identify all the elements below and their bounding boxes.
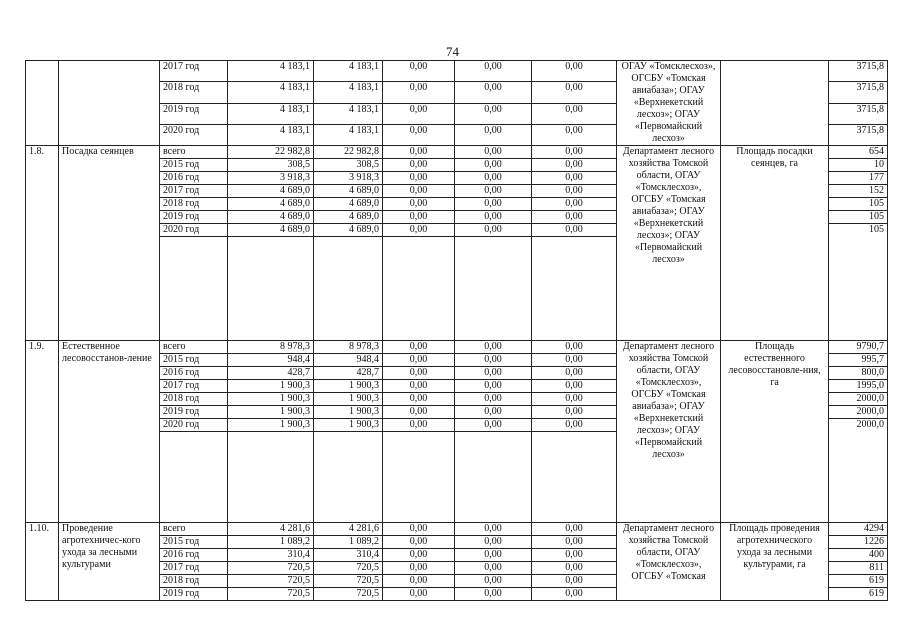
period-cell: 2017 год	[160, 380, 228, 393]
period-cell: 2020 год	[160, 419, 228, 432]
indicator-value-cell: 654	[829, 146, 888, 159]
amount-cell: 0,00	[383, 380, 455, 393]
indicator-value-cell: 105	[829, 211, 888, 224]
table-row	[26, 146, 888, 159]
amount-cell: 0,00	[455, 549, 532, 562]
amount-cell: 1 900,3	[228, 380, 314, 393]
amount-cell: 0,00	[455, 124, 532, 145]
indicator-value-cell: 177	[829, 172, 888, 185]
indicator-cell: Площадь посадки сеянцев, га	[721, 146, 829, 341]
amount-cell: 0,00	[383, 172, 455, 185]
amount-cell: 4 281,6	[314, 523, 383, 536]
amount-cell: 0,00	[532, 211, 617, 224]
amount-cell: 0,00	[532, 406, 617, 419]
amount-cell: 3 918,3	[314, 172, 383, 185]
amount-cell: 4 183,1	[228, 103, 314, 124]
amount-cell: 0,00	[455, 419, 532, 432]
indicator-value-cell: 619	[829, 588, 888, 601]
indicator-value-cell: 3715,8	[829, 82, 888, 103]
amount-cell: 0,00	[455, 380, 532, 393]
amount-cell: 0,00	[532, 575, 617, 588]
amount-cell: 0,00	[455, 575, 532, 588]
amount-cell: 1 900,3	[314, 380, 383, 393]
period-cell: 2017 год	[160, 185, 228, 198]
period-cell: 2016 год	[160, 367, 228, 380]
amount-cell: 1 900,3	[228, 406, 314, 419]
item-number	[26, 61, 59, 146]
amount-cell: 4 183,1	[314, 61, 383, 82]
amount-cell: 0,00	[455, 341, 532, 354]
blank-cell	[228, 432, 314, 523]
amount-cell: 8 978,3	[314, 341, 383, 354]
indicator-cell	[721, 61, 829, 146]
amount-cell: 0,00	[383, 82, 455, 103]
period-cell: 2020 год	[160, 224, 228, 237]
period-cell: 2018 год	[160, 82, 228, 103]
amount-cell: 0,00	[455, 562, 532, 575]
amount-cell: 0,00	[383, 103, 455, 124]
amount-cell: 0,00	[383, 549, 455, 562]
amount-cell: 0,00	[532, 159, 617, 172]
table-row	[26, 341, 888, 354]
amount-cell: 0,00	[532, 172, 617, 185]
amount-cell: 0,00	[455, 367, 532, 380]
amount-cell: 720,5	[314, 575, 383, 588]
amount-cell: 0,00	[383, 575, 455, 588]
table-row	[26, 61, 888, 82]
amount-cell: 0,00	[383, 211, 455, 224]
indicator-value-cell: 400	[829, 549, 888, 562]
indicator-value-cell: 105	[829, 224, 888, 341]
period-cell: всего	[160, 341, 228, 354]
amount-cell: 1 089,2	[228, 536, 314, 549]
amount-cell: 0,00	[455, 523, 532, 536]
indicator-value-cell: 3715,8	[829, 61, 888, 82]
amount-cell: 0,00	[455, 61, 532, 82]
period-cell: 2016 год	[160, 172, 228, 185]
amount-cell: 720,5	[228, 575, 314, 588]
blank-cell	[160, 432, 228, 523]
amount-cell: 948,4	[314, 354, 383, 367]
amount-cell: 4 281,6	[228, 523, 314, 536]
amount-cell: 0,00	[532, 124, 617, 145]
amount-cell: 0,00	[455, 536, 532, 549]
amount-cell: 1 089,2	[314, 536, 383, 549]
activity-name	[59, 61, 160, 146]
amount-cell: 1 900,3	[228, 419, 314, 432]
period-cell: 2016 год	[160, 549, 228, 562]
item-number: 1.9.	[26, 341, 59, 523]
indicator-value-cell: 2000,0	[829, 419, 888, 523]
amount-cell: 720,5	[314, 562, 383, 575]
amount-cell: 720,5	[228, 588, 314, 601]
amount-cell: 720,5	[314, 588, 383, 601]
period-cell: 2018 год	[160, 393, 228, 406]
amount-cell: 4 183,1	[314, 103, 383, 124]
indicator-value-cell: 995,7	[829, 354, 888, 367]
blank-cell	[455, 237, 532, 341]
amount-cell: 0,00	[383, 419, 455, 432]
amount-cell: 8 978,3	[228, 341, 314, 354]
amount-cell: 428,7	[228, 367, 314, 380]
page-number: 74	[446, 44, 459, 59]
period-cell: 2019 год	[160, 406, 228, 419]
period-cell: 2018 год	[160, 198, 228, 211]
amount-cell: 310,4	[228, 549, 314, 562]
amount-cell: 22 982,8	[228, 146, 314, 159]
indicator-value-cell: 811	[829, 562, 888, 575]
period-cell: 2018 год	[160, 575, 228, 588]
indicator-value-cell: 4294	[829, 523, 888, 536]
amount-cell: 310,4	[314, 549, 383, 562]
amount-cell: 0,00	[532, 380, 617, 393]
blank-cell	[532, 432, 617, 523]
amount-cell: 1 900,3	[314, 419, 383, 432]
indicator-value-cell: 2000,0	[829, 393, 888, 406]
blank-cell	[314, 432, 383, 523]
program-activities-table	[25, 60, 888, 601]
indicator-value-cell: 1995,0	[829, 380, 888, 393]
amount-cell: 0,00	[383, 588, 455, 601]
amount-cell: 0,00	[383, 393, 455, 406]
amount-cell: 0,00	[532, 523, 617, 536]
period-cell: 2019 год	[160, 588, 228, 601]
amount-cell: 0,00	[455, 393, 532, 406]
indicator-value-cell: 1226	[829, 536, 888, 549]
blank-cell	[383, 432, 455, 523]
amount-cell: 0,00	[455, 82, 532, 103]
blank-cell	[383, 237, 455, 341]
amount-cell: 0,00	[532, 61, 617, 82]
amount-cell: 0,00	[383, 406, 455, 419]
period-cell: 2020 год	[160, 124, 228, 145]
amount-cell: 0,00	[383, 224, 455, 237]
amount-cell: 0,00	[383, 159, 455, 172]
period-cell: 2015 год	[160, 354, 228, 367]
amount-cell: 4 689,0	[228, 198, 314, 211]
amount-cell: 308,5	[228, 159, 314, 172]
executor-cell: ОГАУ «Томсклесхоз», ОГСБУ «Томская авиабаза»; ОГАУ «Верхнекетский лесхоз»; ОГАУ «Первомайский лесхоз»	[617, 61, 721, 146]
amount-cell: 4 183,1	[314, 124, 383, 145]
blank-cell	[314, 237, 383, 341]
amount-cell: 3 918,3	[228, 172, 314, 185]
amount-cell: 0,00	[532, 367, 617, 380]
activity-name: Посадка сеянцев	[59, 146, 160, 341]
amount-cell: 0,00	[532, 82, 617, 103]
indicator-cell: Площадь проведения агротехнического ухода за лесными культурами, га	[721, 523, 829, 601]
amount-cell: 0,00	[455, 406, 532, 419]
indicator-value-cell: 2000,0	[829, 406, 888, 419]
period-cell: 2015 год	[160, 159, 228, 172]
amount-cell: 4 689,0	[228, 185, 314, 198]
amount-cell: 4 689,0	[314, 198, 383, 211]
table-row	[26, 523, 888, 536]
amount-cell: 0,00	[455, 172, 532, 185]
amount-cell: 4 689,0	[314, 211, 383, 224]
amount-cell: 0,00	[455, 146, 532, 159]
amount-cell: 0,00	[455, 103, 532, 124]
amount-cell: 0,00	[532, 588, 617, 601]
amount-cell: 0,00	[455, 211, 532, 224]
amount-cell: 0,00	[532, 536, 617, 549]
activity-name: Проведение агротехничес-кого ухода за лесными культурами	[59, 523, 160, 601]
activity-name: Естественное лесовосстанов-ление	[59, 341, 160, 523]
indicator-value-cell: 800,0	[829, 367, 888, 380]
period-cell: 2015 год	[160, 536, 228, 549]
indicator-value-cell: 3715,8	[829, 103, 888, 124]
amount-cell: 0,00	[383, 198, 455, 211]
blank-cell	[455, 432, 532, 523]
amount-cell: 4 689,0	[228, 211, 314, 224]
amount-cell: 428,7	[314, 367, 383, 380]
amount-cell: 0,00	[383, 367, 455, 380]
period-cell: 2017 год	[160, 562, 228, 575]
indicator-value-cell: 3715,8	[829, 124, 888, 145]
amount-cell: 4 689,0	[228, 224, 314, 237]
period-cell: всего	[160, 146, 228, 159]
amount-cell: 4 689,0	[314, 185, 383, 198]
amount-cell: 0,00	[532, 341, 617, 354]
amount-cell: 1 900,3	[314, 393, 383, 406]
executor-cell: Департамент лесного хозяйства Томской области, ОГАУ «Томсклесхоз», ОГСБУ «Томская авиабаза»; ОГАУ «Верхнекетский лесхоз»; ОГАУ «Первомайский лесхоз»	[617, 146, 721, 341]
blank-cell	[160, 237, 228, 341]
period-cell: 2017 год	[160, 61, 228, 82]
amount-cell: 4 183,1	[228, 124, 314, 145]
amount-cell: 4 183,1	[228, 82, 314, 103]
amount-cell: 4 183,1	[314, 82, 383, 103]
amount-cell: 0,00	[383, 124, 455, 145]
amount-cell: 0,00	[532, 354, 617, 367]
amount-cell: 0,00	[455, 354, 532, 367]
amount-cell: 0,00	[455, 159, 532, 172]
amount-cell: 0,00	[455, 588, 532, 601]
indicator-value-cell: 9790,7	[829, 341, 888, 354]
amount-cell: 0,00	[383, 523, 455, 536]
amount-cell: 720,5	[228, 562, 314, 575]
blank-cell	[228, 237, 314, 341]
amount-cell: 0,00	[383, 536, 455, 549]
item-number: 1.8.	[26, 146, 59, 341]
amount-cell: 0,00	[455, 224, 532, 237]
executor-cell: Департамент лесного хозяйства Томской области, ОГАУ «Томсклесхоз», ОГСБУ «Томская авиабаза»; ОГАУ «Верхнекетский лесхоз»; ОГАУ «Первомайский лесхоз»	[617, 341, 721, 523]
indicator-value-cell: 152	[829, 185, 888, 198]
amount-cell: 0,00	[532, 549, 617, 562]
amount-cell: 0,00	[532, 103, 617, 124]
executor-cell: Департамент лесного хозяйства Томской области, ОГАУ «Томсклесхоз», ОГСБУ «Томская	[617, 523, 721, 601]
amount-cell: 0,00	[532, 146, 617, 159]
amount-cell: 4 689,0	[314, 224, 383, 237]
amount-cell: 0,00	[383, 185, 455, 198]
amount-cell: 4 183,1	[228, 61, 314, 82]
indicator-value-cell: 105	[829, 198, 888, 211]
indicator-cell: Площадь естественного лесовосстановле-ния, га	[721, 341, 829, 523]
amount-cell: 0,00	[383, 61, 455, 82]
amount-cell: 0,00	[383, 341, 455, 354]
period-cell: всего	[160, 523, 228, 536]
amount-cell: 0,00	[455, 198, 532, 211]
amount-cell: 22 982,8	[314, 146, 383, 159]
amount-cell: 1 900,3	[314, 406, 383, 419]
period-cell: 2019 год	[160, 211, 228, 224]
period-cell: 2019 год	[160, 103, 228, 124]
amount-cell: 0,00	[532, 393, 617, 406]
amount-cell: 0,00	[532, 224, 617, 237]
amount-cell: 0,00	[455, 185, 532, 198]
amount-cell: 0,00	[532, 562, 617, 575]
amount-cell: 0,00	[532, 198, 617, 211]
amount-cell: 0,00	[383, 146, 455, 159]
amount-cell: 308,5	[314, 159, 383, 172]
amount-cell: 0,00	[383, 562, 455, 575]
amount-cell: 0,00	[532, 419, 617, 432]
amount-cell: 0,00	[383, 354, 455, 367]
indicator-value-cell: 619	[829, 575, 888, 588]
item-number: 1.10.	[26, 523, 59, 601]
amount-cell: 1 900,3	[228, 393, 314, 406]
amount-cell: 948,4	[228, 354, 314, 367]
indicator-value-cell: 10	[829, 159, 888, 172]
amount-cell: 0,00	[532, 185, 617, 198]
blank-cell	[532, 237, 617, 341]
